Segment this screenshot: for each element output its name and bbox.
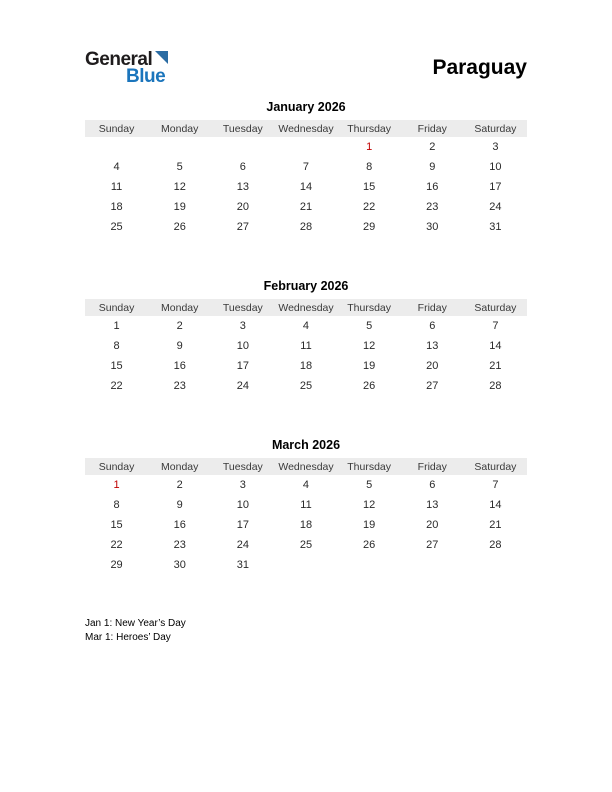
day-cell: 1 [113, 320, 120, 332]
empty-day-cell [464, 555, 527, 575]
day-cell: 12 [173, 181, 186, 193]
day-cell: 24 [489, 201, 502, 213]
week-row [85, 495, 527, 515]
day-cell: 20 [426, 360, 439, 372]
day-cell: 3 [239, 320, 246, 332]
day-cell: 21 [489, 360, 502, 372]
empty-day-cell [211, 137, 274, 157]
day-cell: 12 [363, 499, 376, 511]
logo-text-general: General [85, 49, 153, 70]
day-cell: 26 [363, 539, 376, 551]
week-row [85, 177, 527, 197]
day-cell: 6 [239, 161, 246, 173]
day-cell: 22 [110, 539, 123, 551]
empty-day-cell [401, 555, 464, 575]
day-cell: 16 [173, 360, 186, 372]
day-cell: 13 [426, 499, 439, 511]
day-cell: 22 [363, 201, 376, 213]
day-cell: 26 [173, 221, 186, 233]
day-cell: 10 [236, 499, 249, 511]
day-cell: 14 [489, 340, 502, 352]
day-cell: 2 [176, 479, 183, 491]
week-row [85, 555, 527, 575]
day-cell: 28 [489, 539, 502, 551]
empty-day-cell [85, 137, 148, 157]
empty-day-cell [274, 137, 337, 157]
page-title: Paraguay [432, 56, 527, 79]
week-row [85, 356, 527, 376]
day-cell: 21 [489, 519, 502, 531]
general-blue-logo [85, 50, 168, 86]
day-cell: 7 [492, 320, 499, 332]
day-cell: 4 [113, 161, 120, 173]
day-cell: 23 [173, 539, 186, 551]
month-january-2026 [85, 100, 527, 237]
weekday-header: Thursday [338, 120, 401, 137]
day-cell: 8 [113, 340, 120, 352]
month-grid [85, 120, 527, 237]
day-cell: 27 [236, 221, 249, 233]
day-cell: 25 [110, 221, 123, 233]
day-cell: 20 [426, 519, 439, 531]
weekday-header: Sunday [85, 299, 148, 316]
day-cell: 24 [236, 539, 249, 551]
month-february-2026 [85, 279, 527, 396]
week-row [85, 376, 527, 396]
logo-triangle-icon [155, 51, 168, 64]
day-cell: 31 [489, 221, 502, 233]
month-grid [85, 299, 527, 396]
month-grid [85, 458, 527, 575]
day-cell: 2 [429, 141, 436, 153]
weekday-header: Tuesday [211, 458, 274, 475]
day-cell: 5 [176, 161, 183, 173]
empty-day-cell [274, 555, 337, 575]
weekday-header: Tuesday [211, 120, 274, 137]
day-cell: 29 [363, 221, 376, 233]
week-row [85, 157, 527, 177]
holiday-note: Jan 1: New Year’s Day [85, 618, 186, 629]
day-cell: 19 [173, 201, 186, 213]
week-row [85, 217, 527, 237]
day-cell: 14 [489, 499, 502, 511]
day-cell: 8 [366, 161, 373, 173]
day-cell: 23 [173, 380, 186, 392]
day-cell: 19 [363, 360, 376, 372]
day-cell: 18 [299, 519, 313, 531]
day-cell: 22 [110, 380, 123, 392]
day-cell: 2 [176, 320, 183, 332]
weekday-header: Thursday [338, 299, 401, 316]
day-cell: 11 [110, 181, 123, 193]
week-row [85, 336, 527, 356]
day-cell: 11 [300, 340, 312, 352]
weekday-header: Tuesday [211, 299, 274, 316]
month-march-2026 [85, 438, 527, 575]
day-cell: 7 [492, 479, 499, 491]
day-cell: 15 [110, 519, 123, 531]
weekday-header: Wednesday [274, 120, 337, 137]
day-cell: 17 [489, 181, 502, 193]
day-cell: 30 [173, 559, 186, 571]
day-cell: 20 [236, 201, 249, 213]
day-cell: 8 [113, 499, 120, 511]
weekday-header: Friday [401, 299, 464, 316]
months-container [85, 100, 527, 575]
day-cell: 28 [299, 221, 313, 233]
day-cell: 27 [426, 539, 439, 551]
day-cell: 10 [236, 340, 249, 352]
month-title: March 2026 [271, 438, 341, 452]
day-cell: 16 [173, 519, 186, 531]
day-cell: 9 [176, 340, 183, 352]
day-cell: 29 [110, 559, 123, 571]
day-cell: 9 [176, 499, 183, 511]
weekday-header: Thursday [338, 458, 401, 475]
week-row [85, 197, 527, 217]
day-cell: 27 [426, 380, 439, 392]
weekday-header: Saturday [464, 299, 527, 316]
day-cell: 15 [363, 181, 376, 193]
holiday-note: Mar 1: Heroes’ Day [85, 632, 171, 643]
day-cell: 3 [239, 479, 246, 491]
week-row [85, 137, 527, 157]
weekday-header: Saturday [464, 120, 527, 137]
day-cell: 28 [489, 380, 502, 392]
day-cell: 6 [429, 320, 436, 332]
day-cell: 4 [302, 320, 310, 332]
day-cell: 11 [300, 499, 312, 511]
empty-day-cell [148, 137, 211, 157]
weekday-header: Monday [148, 120, 211, 137]
day-cell: 15 [110, 360, 123, 372]
day-cell: 13 [426, 340, 439, 352]
day-cell: 17 [236, 360, 249, 372]
day-cell: 24 [236, 380, 249, 392]
weekday-header: Saturday [464, 458, 527, 475]
weekday-header: Sunday [85, 120, 148, 137]
day-cell: 18 [299, 360, 313, 372]
day-cell: 5 [366, 320, 373, 332]
day-cell: 31 [236, 559, 249, 571]
month-title: January 2026 [266, 100, 346, 114]
day-cell: 19 [363, 519, 376, 531]
day-cell: 25 [299, 380, 313, 392]
week-row [85, 475, 527, 495]
page-header [85, 50, 527, 86]
weekday-header: Wednesday [274, 299, 337, 316]
day-cell: 26 [363, 380, 376, 392]
day-cell: 1 [366, 141, 373, 153]
day-cell: 10 [489, 161, 502, 173]
day-cell: 23 [426, 201, 439, 213]
empty-day-cell [338, 555, 401, 575]
weekday-header: Sunday [85, 458, 148, 475]
logo-text-blue: Blue [126, 66, 166, 87]
day-cell: 21 [299, 201, 313, 213]
day-cell: 18 [110, 201, 123, 213]
day-cell: 16 [426, 181, 439, 193]
week-row [85, 515, 527, 535]
week-row [85, 316, 527, 336]
day-cell: 6 [429, 479, 436, 491]
weekday-header: Friday [401, 120, 464, 137]
day-cell: 12 [363, 340, 376, 352]
weekday-header: Wednesday [274, 458, 337, 475]
day-cell: 3 [492, 141, 499, 153]
day-cell: 9 [429, 161, 436, 173]
day-cell: 17 [236, 519, 249, 531]
week-row [85, 535, 527, 555]
day-cell: 25 [299, 539, 313, 551]
weekday-header: Monday [148, 299, 211, 316]
day-cell: 30 [426, 221, 439, 233]
day-cell: 4 [302, 479, 310, 491]
day-cell: 13 [236, 181, 249, 193]
month-title: February 2026 [263, 279, 349, 293]
holiday-notes [85, 617, 527, 645]
day-cell: 7 [302, 161, 310, 173]
day-cell: 14 [299, 181, 313, 193]
weekday-header: Friday [401, 458, 464, 475]
day-cell: 1 [113, 479, 120, 491]
weekday-header: Monday [148, 458, 211, 475]
day-cell: 5 [366, 479, 373, 491]
